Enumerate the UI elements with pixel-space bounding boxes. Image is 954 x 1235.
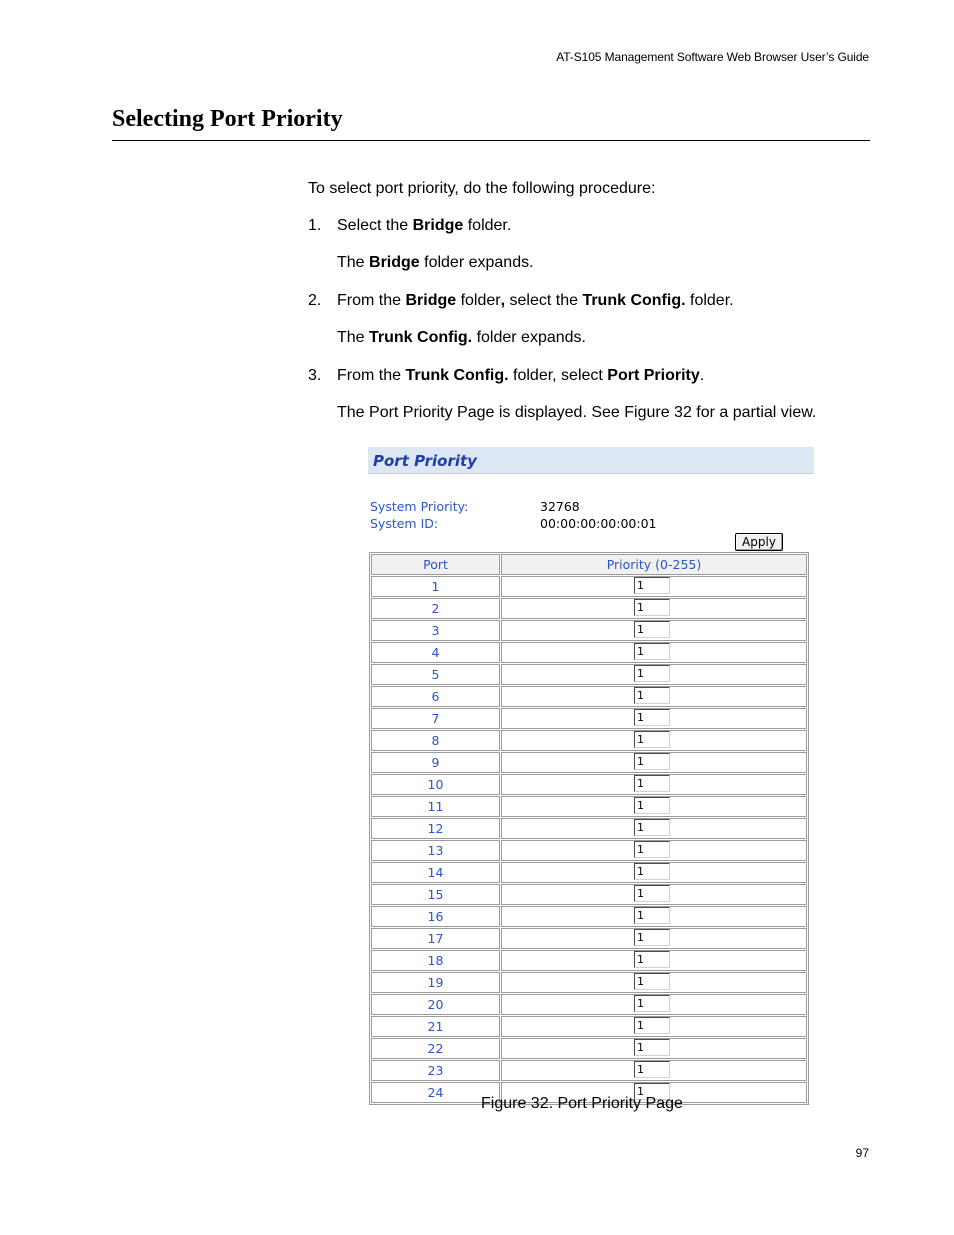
priority-cell [501, 576, 807, 597]
table-row [371, 774, 807, 795]
priority-cell [501, 598, 807, 619]
table-row [371, 730, 807, 751]
port-number-link[interactable]: 5 [371, 664, 500, 685]
table-row [371, 598, 807, 619]
system-id-label: System ID: [370, 516, 439, 531]
priority-input[interactable] [634, 621, 670, 638]
port-number-link[interactable]: 6 [371, 686, 500, 707]
port-number-link[interactable]: 10 [371, 774, 500, 795]
table-row [371, 950, 807, 971]
priority-input[interactable] [634, 599, 670, 616]
table-row [371, 1016, 807, 1037]
table-row [371, 884, 807, 905]
table-row [371, 1038, 807, 1059]
port-number-link[interactable]: 7 [371, 708, 500, 729]
port-priority-term: Port Priority [607, 367, 700, 384]
priority-cell [501, 884, 807, 905]
figure-title-bar [368, 447, 814, 474]
priority-input[interactable] [634, 863, 670, 880]
port-priority-screenshot [368, 446, 814, 1100]
port-number-link[interactable]: 9 [371, 752, 500, 773]
step-2-number: 2. [308, 292, 322, 309]
priority-input[interactable] [634, 643, 670, 660]
priority-cell [501, 642, 807, 663]
priority-input[interactable] [634, 731, 670, 748]
port-number-link[interactable]: 24 [371, 1082, 500, 1103]
table-row [371, 818, 807, 839]
port-number-link[interactable]: 12 [371, 818, 500, 839]
table-header-row [371, 554, 807, 575]
running-header: AT-S105 Management Software Web Browser User’s Guide [556, 50, 869, 64]
step-2-result: The Trunk Config. folder expands. [337, 329, 586, 346]
system-priority-value: 32768 [540, 499, 580, 514]
port-number-link[interactable]: 23 [371, 1060, 500, 1081]
priority-cell [501, 1060, 807, 1081]
port-number-link[interactable]: 11 [371, 796, 500, 817]
table-row [371, 576, 807, 597]
priority-cell [501, 708, 807, 729]
step-3-number: 3. [308, 367, 322, 384]
step-3-result: The Port Priority Page is displayed. See Figure 32 for a partial view. [337, 404, 817, 421]
port-number-link[interactable]: 15 [371, 884, 500, 905]
port-number-link[interactable]: 19 [371, 972, 500, 993]
port-number-link[interactable]: 4 [371, 642, 500, 663]
priority-input[interactable] [634, 709, 670, 726]
priority-cell [501, 906, 807, 927]
priority-input[interactable] [634, 1017, 670, 1034]
priority-input[interactable] [634, 577, 670, 594]
table-row [371, 1060, 807, 1081]
priority-input[interactable] [634, 665, 670, 682]
port-number-link[interactable]: 8 [371, 730, 500, 751]
priority-cell [501, 994, 807, 1015]
priority-input[interactable] [634, 819, 670, 836]
table-row [371, 708, 807, 729]
table-row [371, 862, 807, 883]
figure-caption: Figure 32. Port Priority Page [481, 1095, 683, 1112]
priority-cell [501, 730, 807, 751]
table-row [371, 972, 807, 993]
table-row [371, 994, 807, 1015]
port-number-link[interactable]: 22 [371, 1038, 500, 1059]
priority-cell [501, 796, 807, 817]
title-rule [112, 140, 870, 141]
figure-page-title: Port Priority [373, 452, 477, 470]
table-row [371, 642, 807, 663]
trunk-config-term: Trunk Config. [582, 292, 686, 309]
table-row [371, 664, 807, 685]
priority-cell [501, 620, 807, 641]
page-number: 97 [855, 1146, 869, 1160]
table-row [371, 906, 807, 927]
priority-input[interactable] [634, 753, 670, 770]
step-2-text: From the Bridge folder, select the Trunk Config. folder. [337, 292, 734, 309]
system-id-value: 00:00:00:00:00:01 [540, 516, 657, 531]
priority-cell [501, 774, 807, 795]
priority-input[interactable] [634, 973, 670, 990]
port-number-link[interactable]: 18 [371, 950, 500, 971]
priority-input[interactable] [634, 841, 670, 858]
priority-cell [501, 972, 807, 993]
step-1-text: Select the Bridge folder. [337, 217, 512, 234]
priority-input[interactable] [634, 797, 670, 814]
intro-paragraph: To select port priority, do the following procedure: [308, 180, 656, 197]
port-number-link[interactable]: 2 [371, 598, 500, 619]
priority-input[interactable] [634, 951, 670, 968]
priority-input[interactable] [634, 929, 670, 946]
port-priority-table [370, 553, 808, 1104]
bridge-folder-term: Bridge [412, 217, 464, 234]
column-header-priority: Priority (0-255) [501, 554, 807, 575]
priority-cell [501, 686, 807, 707]
step-1-result: The Bridge folder expands. [337, 254, 534, 271]
section-title: Selecting Port Priority [112, 106, 343, 132]
priority-cell [501, 862, 807, 883]
port-number-link[interactable]: 1 [371, 576, 500, 597]
priority-cell [501, 818, 807, 839]
system-priority-label: System Priority: [370, 499, 469, 514]
priority-cell [501, 950, 807, 971]
priority-input[interactable] [634, 885, 670, 902]
apply-button[interactable]: Apply [735, 533, 783, 551]
port-number-link[interactable]: 14 [371, 862, 500, 883]
table-row [371, 796, 807, 817]
table-row [371, 686, 807, 707]
port-number-link[interactable]: 20 [371, 994, 500, 1015]
priority-input[interactable] [634, 1039, 670, 1056]
port-number-link[interactable]: 13 [371, 840, 500, 861]
column-header-port: Port [371, 554, 500, 575]
priority-input[interactable] [634, 1061, 670, 1078]
priority-input[interactable] [634, 775, 670, 792]
priority-cell [501, 752, 807, 773]
priority-input[interactable] [634, 687, 670, 704]
port-number-link[interactable]: 3 [371, 620, 500, 641]
priority-input[interactable] [634, 995, 670, 1012]
table-row [371, 928, 807, 949]
priority-input[interactable] [634, 907, 670, 924]
step-3-text: From the Trunk Config. folder, select Port Priority. [337, 367, 705, 384]
priority-cell [501, 928, 807, 949]
step-1-number: 1. [308, 217, 322, 234]
priority-cell [501, 840, 807, 861]
port-number-link[interactable]: 21 [371, 1016, 500, 1037]
priority-cell [501, 1016, 807, 1037]
table-row [371, 620, 807, 641]
table-row [371, 752, 807, 773]
table-row [371, 840, 807, 861]
port-number-link[interactable]: 16 [371, 906, 500, 927]
priority-cell [501, 1038, 807, 1059]
port-number-link[interactable]: 17 [371, 928, 500, 949]
priority-cell [501, 664, 807, 685]
